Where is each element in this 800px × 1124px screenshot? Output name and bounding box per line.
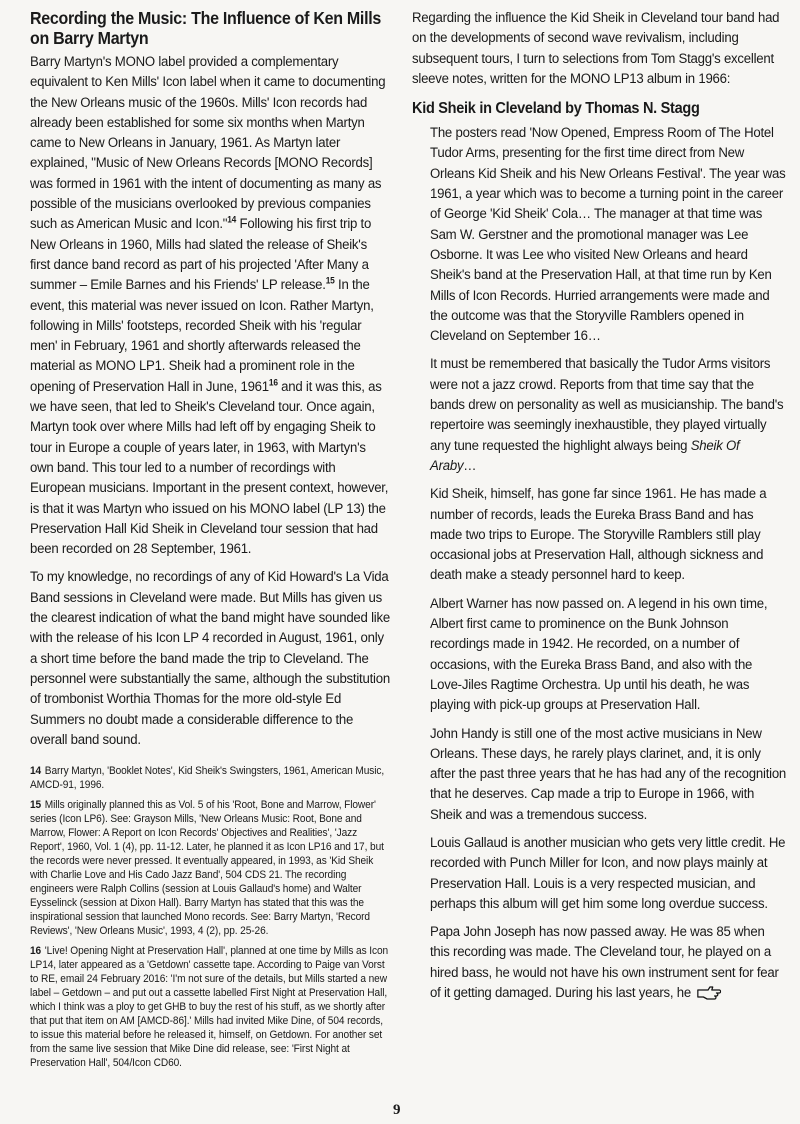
quote-paragraph: Louis Gallaud is another musician who gets very little credit. He recorded with Punch Miller for Icon, and now plays mainly at Preservation Hall. Louis is a very respected musician, and perhaps this album will get him some long overdue success.	[430, 834, 786, 912]
pointing-hand-icon[interactable]	[697, 986, 721, 1000]
left-column	[30, 8, 390, 1076]
quote-paragraph: Papa John Joseph has now passed away. He was 85 when this recording was made. The Cleveland tour, he played on a hired bass, he would not have his own instrument sent for fear of it getting damaged. During his last years, he	[430, 924, 779, 1002]
footnote: 14 Barry Martyn, 'Booklet Notes', Kid Sheik's Swingsters, 1961, American Music, AMCD-91, 1996.	[30, 765, 385, 792]
quote-paragraph: Kid Sheik, himself, has gone far since 1961. He has made a number of records, leads the Eureka Brass Band and has made two trips to Europe. The Storyville Ramblers still play occasional jobs at Preservation Hall, although sickness and death make a steady personnel hard to keep.	[430, 486, 767, 584]
footnote-number: 16	[30, 945, 42, 958]
quote-paragraph: John Handy is still one of the most active musicians in New Orleans. These days, he rarely plays clarinet, and, it is only after the past three years that he has had any of the recognition that he deserves. Cap made a trip to Europe in 1966, with Sheik and was a tremendous success.	[430, 725, 787, 823]
quote-paragraph: Albert Warner has now passed on. A legend in his own time, Albert first came to prominence on the Bunk Johnson recordings made in 1942. He recorded, on a number of occasions, with the Eureka Brass Band, and also with the Love-Jiles Ragtime Orchestra. Up until his death, he was playing with pick-up groups at Preservation Hall.	[430, 595, 768, 714]
footnote: 16 'Live! Opening Night at Preservation Hall', planned at one time by Mills as Icon LP14, later appeared as a 'Getdown' cassette tape. According to Paige van Vorst to RE, email 24 February 2016: 'I'm not sure of the details, but Mills started a new label – Getdown – and put out a cassette labelled First Night at Preservation Hall, which I think was a ploy to get GHB to buy the rest of his stuff, as we shortly after that put that item on AM [AMCD-86].' Mills had invited Mike Dine, of 504 records, to issue this material before he released it, himself, on Getdown. For another set from the same live session that Mike Dine did release, see: 'First Night at Preservation Hall', 504/Icon CD60.	[30, 945, 389, 1070]
footnote: 15 Mills originally planned this as Vol. 5 of his 'Root, Bone and Marrow, Flower' series (Icon LP6). See: Grayson Mills, 'New Orleans Music: Root, Bone and Marrow, Flower: A Report on Icon Records' Objectives and Realities', 'Jazz Report', 1960, Vol. 1 (4), pp. 11-12. Later, he planned it as Icon LP16 and 17, but the records were never pressed. It eventually appeared, in 1993, as 'Kid Sheik with Charlie Love and His Cado Jazz Band', 504 CDS 21. The recording engineers were Ralph Collins (session at Louis Gallaud's home) and Walter Eysselinck (session at Dixon Hall). Barry Martyn has stated that this was the inspirational session that launched Mono records. See: Barry Martyn, 'Record Reviews', 'New Orleans Music', 1993, 4 (2), pp. 25-26.	[30, 799, 384, 938]
body-paragraph: Barry Martyn's MONO label provided a complementary equivalent to Ken Mills' Icon label when it came to documenting the New Orleans music of the 1960s. Mills' Icon records had already been established for some six months when Martyn came to New Orleans in January, 1961. As Martyn later explained, "Music of New Orleans Records [MONO Records] was formed in 1961 with the intent of documenting as many as possible of the musicians overlooked by previous companies such as American Music and Icon."$^{14}$ Following his first trip to New Orleans in 1960, Mills had slated the release of Sheik's first dance band record as part of his projected 'After Many a summer – Emile Barnes and his Friends' LP release.$^{15}$ In the event, this material was never issued on Icon. Rather Martyn, following in Mills' footsteps, recorded Sheik with his 'regular men' in February, 1961 and shortly afterwards released the material as MONO LP1. Sheik had a prominent role in the opening of Preservation Hall in June, 1961$^{16}$ and it was this, as we have seen, that led to Sheik's Cleveland tour. Once again, Martyn took over where Mills had left off by engaging Sheik to tour in Europe a couple of years later, in 1963, with Martyn's own band. This tour led to a number of recordings with European musicians. Important in the present context, however, is that it was Martyn who issued on his MONO label (LP 13) the Preservation Hall Kid Sheik in Cleveland tour session that had been recorded on 28 September, 1961.	[30, 54, 389, 558]
body-paragraph: To my knowledge, no recordings of any of Kid Howard's La Vida Band sessions in Cleveland were made. But Mills has given us the clearest indication of what the band might have sounded like with the release of his Icon LP 4 recorded in August, 1961, only a short time before the band made the trip to Cleveland. The personnel were substantially the same, although the substitution of trombonist Worthia Thomas for the more old-style Ed Summers no doubt made a considerable difference to the overall band sound.	[30, 569, 390, 748]
subsection-title: Kid Sheik in Cleveland by Thomas N. Stagg	[412, 100, 700, 118]
quote-paragraph: The posters read 'Now Opened, Empress Room of The Hotel Tudor Arms, presenting for the first time direct from New Orleans Kid Sheik and his New Orleans Festival'. The year was 1961, a year which was to become a turning point in the career of George 'Kid Sheik' Cola… The manager at that time was Sam W. Gerstner and the promotional manager was Lee Osborne. It was Lee who visited New Orleans and heard Sheik's band at the Preservation Hall, at that time run by Ken Mills of Icon Records. Hurried arrangements were made and the outcome was that the Storyville Ramblers opened in Cleveland on September 16…	[430, 125, 786, 345]
right-column	[412, 8, 787, 1011]
footnote-number: 14	[30, 765, 42, 778]
quote-paragraph: It must be remembered that basically the Tudor Arms visitors were not a jazz crowd. Reports from that time say that the bands drew on personality as well as musicianship. The band's repertoire was seemingly inexhaustible, they played virtually any tune requested the highlight always being Sheik Of Araby…	[430, 356, 784, 474]
page-number: 9	[393, 1102, 401, 1118]
footnote-ref[interactable]: 16	[268, 377, 278, 388]
footnote-number: 15	[30, 799, 42, 812]
body-paragraph: Regarding the influence the Kid Sheik in Cleveland tour band had on the developments of second wave revivalism, including subsequent tours, I turn to selections from Tom Stagg's excellent sleeve notes, written for the MONO LP13 album in 1966:	[412, 10, 780, 87]
footnote-ref[interactable]: 15	[325, 275, 335, 286]
footnote-ref[interactable]: 14	[227, 214, 237, 225]
section-title: Recording the Music: The Influence of Ken Mills on Barry Martyn	[30, 8, 382, 48]
